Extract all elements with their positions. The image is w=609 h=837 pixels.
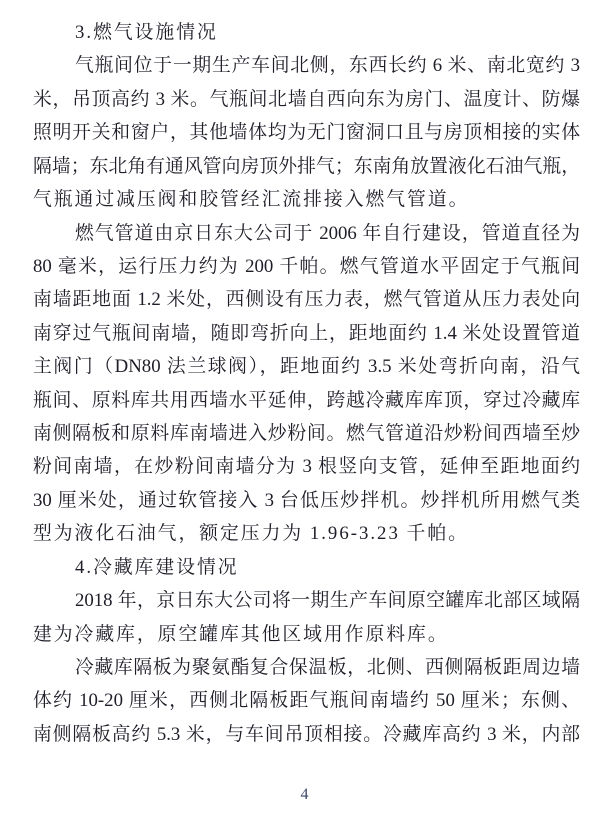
text-line: 瓶间、原料库共用西墙水平延伸，跨越冷藏库库顶，穿过冷藏库 <box>33 389 580 411</box>
text-line: 型为液化石油气，额定压力为 1.96-3.23 千帕。 <box>33 523 469 545</box>
page-number: 4 <box>300 786 309 803</box>
text-line: 南墙距地面 1.2 米处，西侧设有压力表，燃气管道从压力表处向 <box>33 289 580 311</box>
text-line: 气瓶通过减压阀和胶管经汇流排接入燃气管道。 <box>33 189 470 211</box>
text-line: 2018 年，京日东大公司将一期生产车间原空罐库北部区域隔 <box>75 590 580 612</box>
text-line: 隔墙；东北角有通风管向房顶外排气；东南角放置液化石油气瓶， <box>33 155 580 177</box>
text-line: 建为冷藏库，原空罐库其他区域用作原料库。 <box>33 623 449 645</box>
text-line: 冷藏库隔板为聚氨酯复合保温板，北侧、西侧隔板距周边墙 <box>75 657 580 679</box>
text-line: 南侧隔板高约 5.3 米，与车间吊顶相接。冷藏库高约 3 米，内部 <box>33 723 580 745</box>
text-line: 南穿过气瓶间南墙，随即弯折向上，距地面约 1.4 米处设置管道 <box>33 322 580 344</box>
text-line: 30 厘米处，通过软管接入 3 台低压炒拌机。炒拌机所用燃气类 <box>33 489 580 511</box>
text-line: 米，吊顶高约 3 米。气瓶间北墙自西向东为房门、温度计、防爆 <box>33 88 580 110</box>
text-line: 80 毫米，运行压力约为 200 千帕。燃气管道水平固定于气瓶间 <box>33 255 580 277</box>
text-line: 4.冷藏库建设情况 <box>75 556 239 578</box>
text-line: 主阀门（DN80 法兰球阀），距地面约 3.5 米处弯折向南，沿气 <box>33 356 580 378</box>
text-line: 燃气管道由京日东大公司于 2006 年自行建设，管道直径为 <box>75 222 580 244</box>
document-body <box>33 16 580 751</box>
text-line: 粉间南墙，在炒粉间南墙分为 3 根竖向支管，延伸至距地面约 <box>33 456 580 478</box>
text-line: 气瓶间位于一期生产车间北侧，东西长约 6 米、南北宽约 3 <box>75 55 580 77</box>
text-line: 照明开关和窗户，其他墙体均为无门窗洞口且与房顶相接的实体 <box>33 122 580 144</box>
text-line: 南侧隔板和原料库南墙进入炒粉间。燃气管道沿炒粉间西墙至炒 <box>33 423 580 445</box>
text-line: 体约 10-20 厘米，西侧北隔板距气瓶间南墙约 50 厘米；东侧、 <box>33 690 580 712</box>
text-line: 3.燃气设施情况 <box>75 22 218 43</box>
